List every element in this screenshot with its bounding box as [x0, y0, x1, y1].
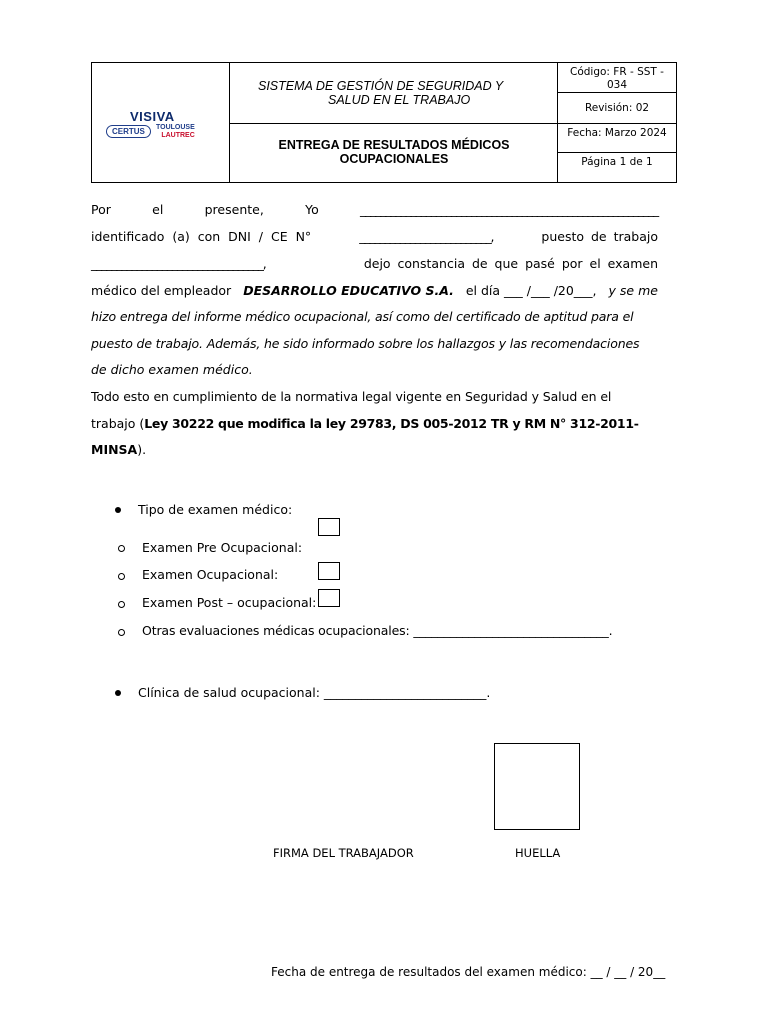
logo-toulouse-lautrec [156, 124, 195, 140]
text-segment: médico del empleador [91, 283, 232, 298]
text-line-5: hizo entrega del informe médico ocupacional, así como del certificado de aptitud para el [91, 309, 634, 324]
text-line-6: puesto de trabajo. Además, he sido informado sobre los hallazgos y las recomendaciones [91, 336, 640, 351]
date-blank[interactable]: el día ___ /___ /20___, [465, 283, 597, 298]
word: Yo [305, 202, 319, 217]
document-title [230, 138, 558, 166]
exam-post-checkbox[interactable] [318, 589, 340, 607]
date-cell [558, 124, 676, 153]
code-line2: 034 [606, 79, 628, 91]
law-reference: MINSA [91, 442, 138, 457]
document-title-line1: ENTREGA DE RESULTADOS MÉDICOS [278, 138, 510, 152]
employer-name: DESARROLLO EDUCATIVO S.A. [243, 283, 454, 298]
position-blank[interactable]: __________________________________, [91, 256, 266, 271]
fingerprint-label: HUELLA [515, 846, 561, 860]
worker-signature-label: FIRMA DEL TRABAJADOR [273, 846, 414, 860]
delivery-date-field[interactable]: Fecha de entrega de resultados del examen médico: __ / __ / 20__ [271, 965, 666, 979]
word: presente, [204, 202, 264, 217]
code-cell [558, 63, 676, 93]
company-logo [104, 109, 219, 149]
system-title-line1: SISTEMA DE GESTIÓN DE SEGURIDAD Y [258, 79, 504, 93]
text-line-9 [91, 416, 658, 436]
exam-option-pre: Examen Pre Ocupacional: [142, 540, 303, 555]
exam-option-ocupacional: Examen Ocupacional: [142, 567, 279, 582]
page-cell [558, 153, 676, 182]
circle-bullet-icon [118, 573, 125, 580]
logo-lautrec: LAUTREC [161, 132, 195, 139]
exam-option-post: Examen Post – ocupacional: [142, 595, 317, 610]
logo-visiva: VISIVA [130, 109, 175, 124]
revision-label: Revisión: 02 [584, 102, 650, 114]
text-line-10 [91, 442, 658, 462]
clinic-field[interactable]: Clínica de salud ocupacional: __________________________. [138, 685, 491, 700]
document-title-line2: OCUPACIONALES [339, 152, 449, 166]
text-line-7: de dicho examen médico. [91, 362, 253, 377]
text-line-2 [91, 229, 658, 249]
exam-ocupacional-checkbox[interactable] [318, 562, 340, 580]
fingerprint-box[interactable] [494, 743, 580, 830]
text-line-1 [91, 202, 658, 222]
page-label: Página 1 de 1 [581, 156, 653, 168]
code-line1: Código: FR - SST - [570, 66, 664, 78]
text-line-3 [91, 256, 658, 276]
dni-blank[interactable]: __________________________, [359, 229, 494, 244]
date-label: Fecha: Marzo 2024 [567, 127, 667, 139]
text-line-8: Todo esto en cumplimiento de la normativa legal vigente en Seguridad y Salud en el [91, 389, 612, 404]
revision-cell [558, 93, 676, 124]
word: el [152, 202, 164, 217]
logo-certus: CERTUS [106, 125, 151, 138]
text-segment: puesto de trabajo [541, 229, 658, 244]
logo-toulouse: TOULOUSE [156, 124, 195, 131]
exam-option-other[interactable]: Otras evaluaciones médicas ocupacionales: ________________________________. [142, 623, 613, 638]
name-blank[interactable]: ___________________________________________________________ [360, 202, 658, 217]
word: Por [91, 202, 111, 217]
text-segment: identificado (a) con DNI / CE N° [91, 229, 312, 244]
document-title-cell [230, 124, 558, 182]
text-line-4 [91, 283, 658, 303]
system-title-cell [230, 63, 558, 124]
system-title [258, 79, 548, 107]
text-segment: ). [137, 442, 147, 457]
circle-bullet-icon [118, 545, 125, 552]
circle-bullet-icon [118, 601, 125, 608]
text-segment: dejo constancia de que pasé por el examen [363, 256, 658, 271]
exam-pre-checkbox[interactable] [318, 518, 340, 536]
law-reference: Ley 30222 que modifica la ley 29783, DS 005-2012 TR y RM N° 312-2011- [144, 416, 639, 431]
bullet-icon [115, 690, 121, 696]
system-title-line2: SALUD EN EL TRABAJO [328, 93, 471, 107]
logo-cell [92, 63, 230, 182]
exam-type-heading: Tipo de examen médico: [138, 502, 293, 517]
text-segment: trabajo ( [91, 416, 145, 431]
bullet-icon [115, 507, 121, 513]
circle-bullet-icon [118, 629, 125, 636]
text-segment: y se me [608, 283, 658, 298]
document-header [91, 62, 677, 183]
